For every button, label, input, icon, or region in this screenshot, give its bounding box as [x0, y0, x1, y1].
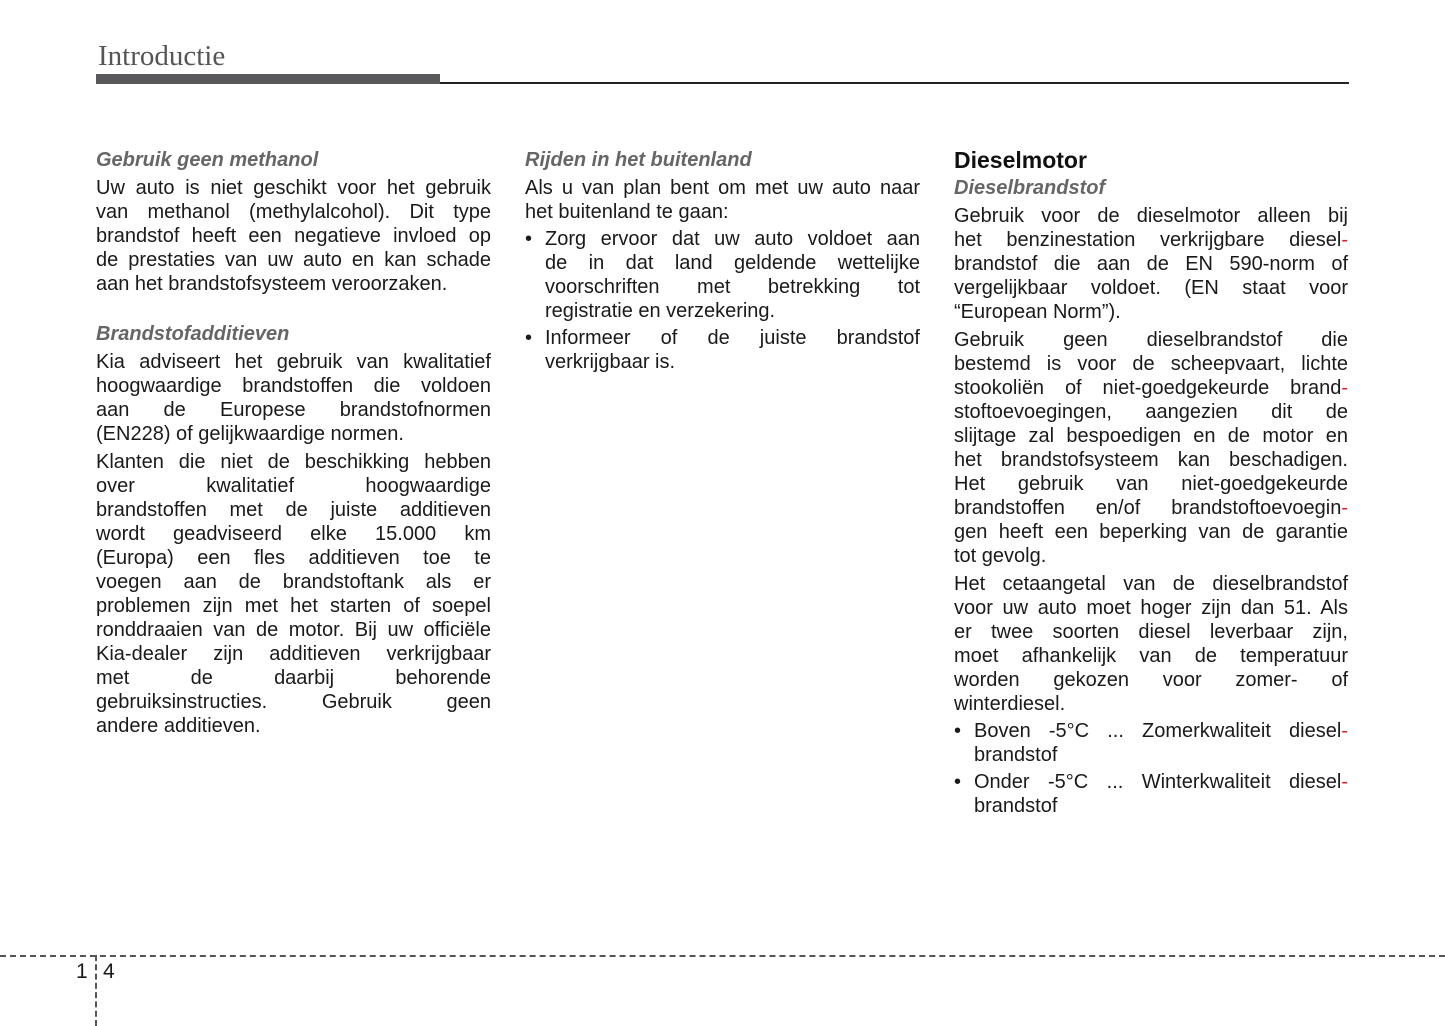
text-line: Gebruik voor de dieselmotor alleen bij: [954, 205, 1348, 227]
text-line: winterdiesel.: [954, 693, 1066, 715]
text-line: stookoliën of niet-goedgekeurde brand-: [954, 377, 1348, 399]
text-line: brandstof die aan de EN 590-norm of: [954, 253, 1348, 275]
text-line: Kia-dealer zijn additieven verkrijgbaar: [96, 643, 491, 665]
header-bar: [96, 74, 440, 84]
text-line: (Europa) een fles additieven toe te: [96, 547, 491, 569]
text-line: aan het brandstofsysteem veroorzaken.: [96, 273, 448, 295]
text-line: er twee soorten diesel leverbaar zijn,: [954, 621, 1348, 643]
bullet-item: [954, 719, 1348, 767]
hyphen-mark: -: [1341, 771, 1348, 793]
footer-divider: [0, 955, 1445, 957]
text-line: Boven -5°C ... Zomerkwaliteit diesel-: [974, 720, 1348, 742]
bullet-icon: •: [525, 228, 533, 250]
text-line: Als u van plan bent om met uw auto naar: [525, 177, 920, 199]
text-line: het benzinestation verkrijgbare diesel-: [954, 229, 1348, 251]
text-line: brandstoffen met de juiste additieven: [96, 499, 491, 521]
text-line: Uw auto is niet geschikt voor het gebruik: [96, 177, 491, 199]
hyphen-mark: -: [1341, 497, 1348, 519]
text-line: Informeer of de juiste brandstof: [545, 327, 920, 349]
text-line: over kwalitatief hoogwaardige: [96, 475, 491, 497]
subheading: Dieselbrandstof: [954, 177, 1106, 199]
text-line: voorschriften met betrekking tot: [545, 276, 920, 298]
text-line: stoftoevoegingen, aangezien dit de: [954, 401, 1348, 423]
section-heading: Dieselmotor: [954, 147, 1087, 173]
text-line: Onder -5°C ... Winterkwaliteit diesel-: [974, 771, 1348, 793]
page-title: Introductie: [98, 40, 226, 72]
text-line: “European Norm”).: [954, 301, 1121, 323]
column-1: [96, 146, 491, 738]
text-line: problemen zijn met het starten of soepel: [96, 595, 491, 617]
subheading: Brandstofadditieven: [96, 323, 290, 345]
text-line: Gebruik geen dieselbrandstof die: [954, 329, 1348, 351]
text-line: hoogwaardige brandstoffen die voldoen: [96, 375, 491, 397]
hyphen-mark: -: [1341, 377, 1348, 399]
page-number: 4: [103, 960, 115, 983]
paragraph: [954, 204, 1348, 324]
paragraph: [96, 350, 491, 446]
text-line: het brandstofsysteem kan beschadigen.: [954, 449, 1348, 471]
paragraph: [954, 572, 1348, 716]
text-line: tot gevolg.: [954, 545, 1047, 567]
text-line: wordt geadviseerd elke 15.000 km: [96, 523, 491, 545]
subheading: Gebruik geen methanol: [96, 149, 319, 171]
text-line: Kia adviseert het gebruik van kwalitatief: [96, 351, 491, 373]
text-line: Zorg ervoor dat uw auto voldoet aan: [545, 228, 920, 250]
column-3: [954, 146, 1348, 818]
text-line: de prestaties van uw auto en kan schade: [96, 249, 491, 271]
text-line: van methanol (methylalcohol). Dit type: [96, 201, 491, 223]
hyphen-mark: -: [1341, 720, 1348, 742]
text-line: bestemd is voor de scheepvaart, lichte: [954, 353, 1348, 375]
text-line: Klanten die niet de beschikking hebben: [96, 451, 491, 473]
paragraph: [96, 176, 491, 296]
bullet-item: [525, 227, 920, 323]
paragraph: [96, 450, 491, 738]
text-line: gebruiksinstructies. Gebruik geen: [96, 691, 491, 713]
text-line: brandstoffen en/of brandstoftoevoegin-: [954, 497, 1348, 519]
text-line: Het gebruik van niet-goedgekeurde: [954, 473, 1348, 495]
text-line: slijtage zal bespoedigen en de motor en: [954, 425, 1348, 447]
text-line: de in dat land geldende wettelijke: [545, 252, 920, 274]
text-line: voor uw auto moet hoger zijn dan 51. Als: [954, 597, 1348, 619]
column-2: [525, 146, 920, 374]
text-line: vergelijkbaar voldoet. (EN staat voor: [954, 277, 1348, 299]
bullet-icon: •: [954, 771, 962, 793]
text-line: worden gekozen voor zomer- of: [954, 669, 1348, 691]
bullet-icon: •: [954, 720, 962, 742]
text-line: registratie en verzekering.: [545, 300, 776, 322]
text-line: voegen aan de brandstoftank als er: [96, 571, 491, 593]
bullet-item: [525, 326, 920, 374]
paragraph: [525, 176, 920, 224]
hyphen-mark: -: [1341, 229, 1348, 251]
header-rule: [440, 82, 1349, 84]
text-line: met de daarbij behorende: [96, 667, 491, 689]
text-line: ronddraaien van de motor. Bij uw officiële: [96, 619, 491, 641]
text-line: het buitenland te gaan:: [525, 201, 729, 223]
footer-vertical-divider: [95, 955, 97, 1026]
subheading: Rijden in het buitenland: [525, 149, 752, 171]
text-line: Het cetaangetal van de dieselbrandstof: [954, 573, 1348, 595]
text-line: gen heeft een beperking van de garantie: [954, 521, 1348, 543]
chapter-number: 1: [76, 960, 88, 983]
text-line: aan de Europese brandstofnormen: [96, 399, 491, 421]
paragraph: [954, 328, 1348, 568]
text-line: brandstof: [974, 744, 1058, 766]
bullet-item: [954, 770, 1348, 818]
text-line: brandstof: [974, 795, 1058, 817]
text-line: (EN228) of gelijkwaardige normen.: [96, 423, 404, 445]
text-line: verkrijgbaar is.: [545, 351, 676, 373]
bullet-icon: •: [525, 327, 533, 349]
text-line: moet afhankelijk van de temperatuur: [954, 645, 1348, 667]
text-line: andere additieven.: [96, 715, 261, 737]
text-line: brandstof heeft een negatieve invloed op: [96, 225, 491, 247]
